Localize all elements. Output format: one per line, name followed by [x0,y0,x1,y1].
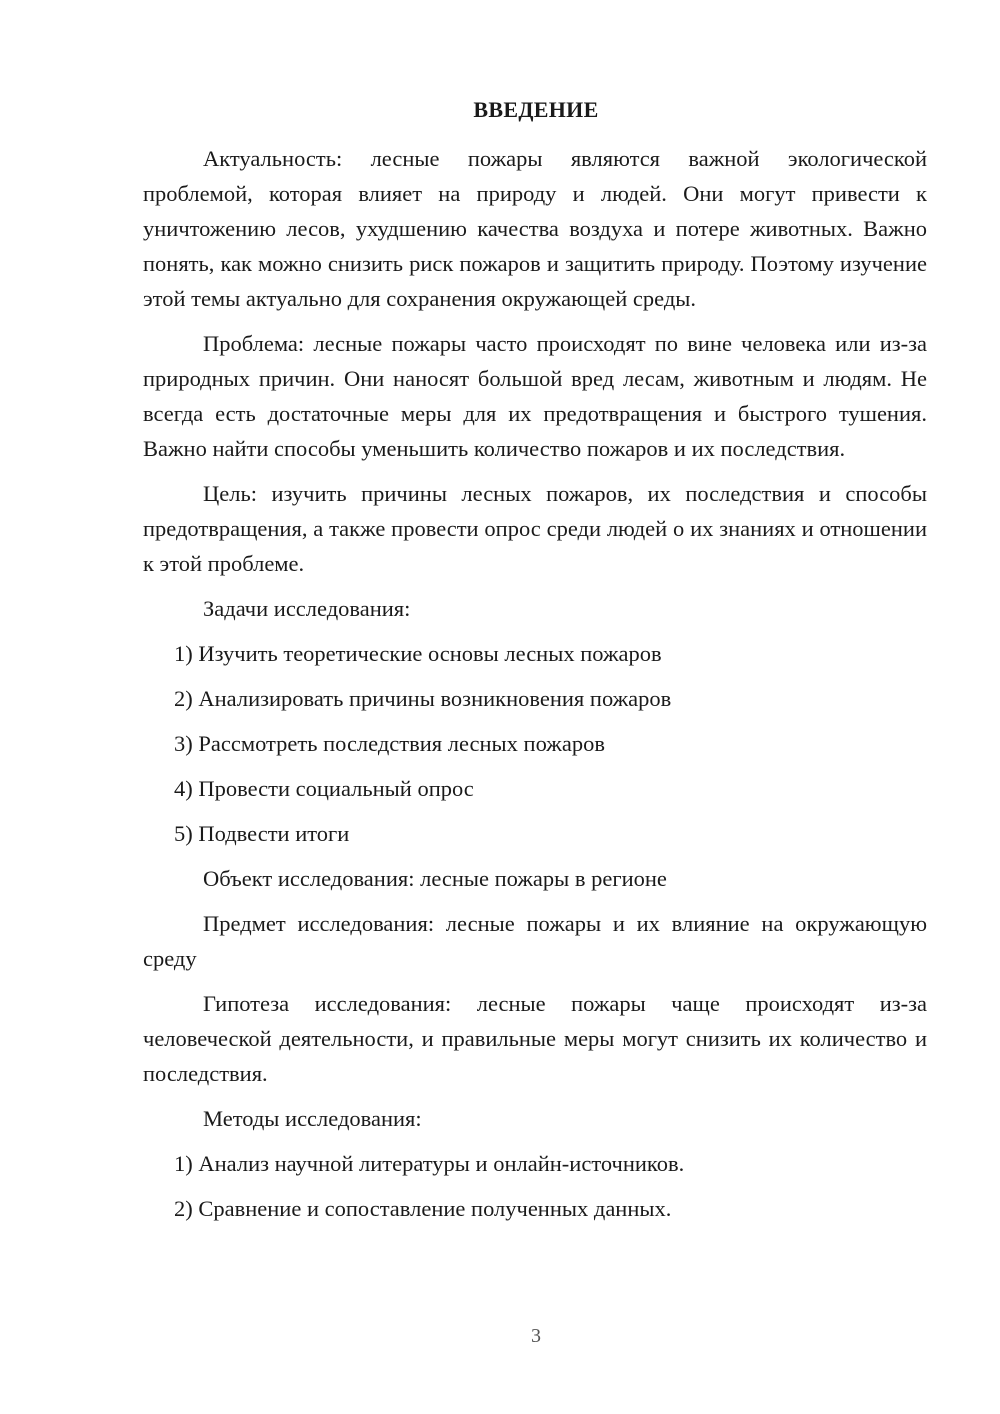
relevance-paragraph: Актуальность: лесные пожары являются важной экологической проблемой, которая влияет на природу и людей. Они могут привести к уничтожению лесов, ухудшению качества воздуха и потере животных. Важно понять, как можно снизить риск пожаров и защитить природу. Поэтому изучение этой темы актуально для сохранения окружающей среды. [143,146,927,311]
page-title: ВВЕДЕНИЕ [473,97,599,122]
list-item: 1) Анализ научной литературы и онлайн-источников. [174,1151,685,1176]
methods-heading: Методы исследования: [203,1106,422,1131]
tasks-list [143,636,927,851]
subject-paragraph: Предмет исследования: лесные пожары и их влияние на окружающую среду [143,911,927,971]
list-item: 1) Изучить теоретические основы лесных пожаров [174,641,662,666]
list-item: 5) Подвести итоги [174,821,350,846]
document-body [143,141,927,1226]
object-paragraph: Объект исследования: лесные пожары в регионе [203,866,667,891]
methods-list [143,1146,927,1226]
page-number: 3 [531,1325,541,1347]
list-item: 2) Анализировать причины возникновения пожаров [174,686,672,711]
goal-paragraph: Цель: изучить причины лесных пожаров, их последствия и способы предотвращения, а также провести опрос среди людей о их знаниях и отношении к этой проблеме. [143,481,927,576]
list-item: 4) Провести социальный опрос [174,776,474,801]
problem-paragraph: Проблема: лесные пожары часто происходят по вине человека или из-за природных причин. Они наносят большой вред лесам, животным и людям. Не всегда есть достаточные меры для их предотвращения и быстрого тушения. Важно найти способы уменьшить количество пожаров и их последствия. [143,331,927,461]
list-item: 3) Рассмотреть последствия лесных пожаров [174,731,605,756]
hypothesis-paragraph: Гипотеза исследования: лесные пожары чаще происходят из-за человеческой деятельности, и правильные меры могут снизить их количество и последствия. [143,991,927,1086]
tasks-heading: Задачи исследования: [203,596,411,621]
list-item: 2) Сравнение и сопоставление полученных данных. [174,1196,672,1221]
